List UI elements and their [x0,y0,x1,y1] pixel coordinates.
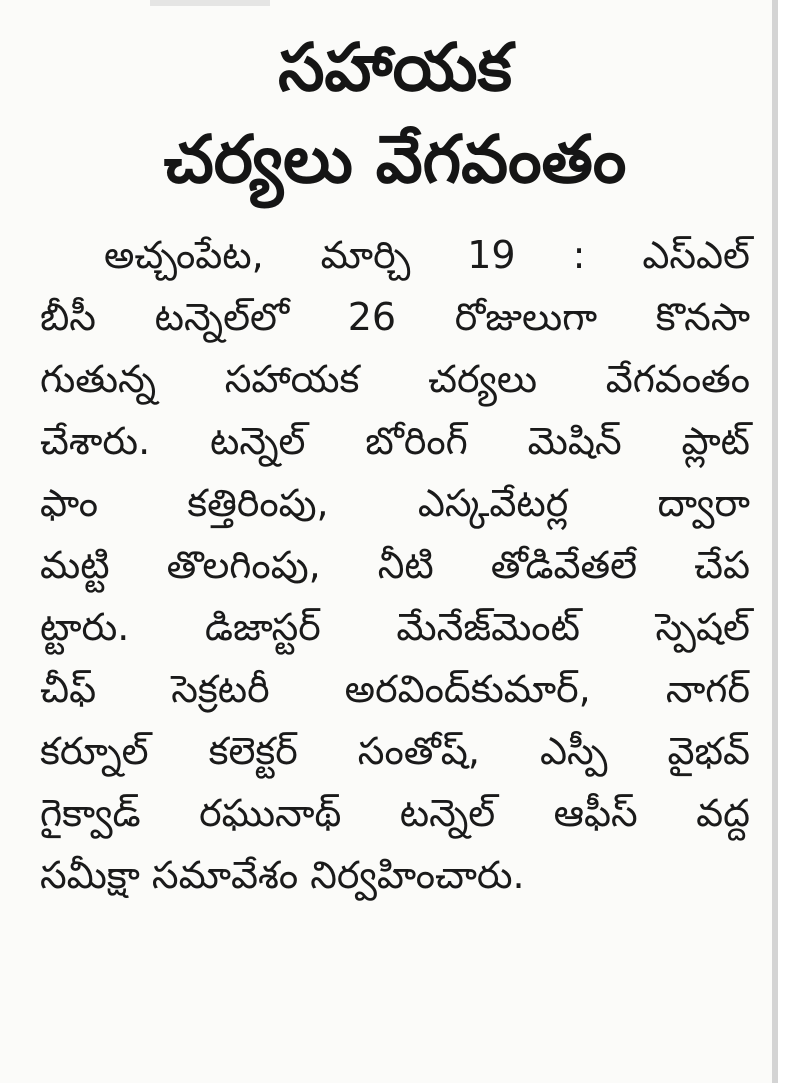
body-line: గుతున్న సహాయక చర్యలు వేగవంతం [40,357,750,401]
body-line: బీసీ టన్నెల్‌లో 26 రోజులుగా కొనసా [40,295,750,339]
headline-line-1: సహాయక [278,29,512,106]
body-line: చేశారు. టన్నెల్ బోరింగ్ మెషిన్ ప్లాట్ [40,419,750,463]
previous-article-fragment [150,0,270,6]
body-line: గైక్వాడ్ రఘునాథ్ టన్నెల్ ఆఫీస్ వద్ద [40,791,750,835]
body-line: చీఫ్ సెక్రటరీ అరవింద్‌కుమార్, నాగర్ [40,667,750,711]
page-margin [778,0,800,1083]
body-line: కర్నూల్ కలెక్టర్ సంతోష్, ఎస్పీ వైభవ్ [40,729,750,773]
body-line: అచ్చంపేట, మార్చి 19 : ఎస్‌ఎల్ [104,233,750,277]
body-line: ట్టారు. డిజాస్టర్ మేనేజ్‌మెంట్ స్పెషల్ [40,605,750,649]
body-line: సమీక్షా సమావేశం నిర్వహించారు. [40,853,525,897]
article-headline [30,22,760,206]
article-body [40,224,750,906]
body-line: ఫాం కత్తిరింపు, ఎస్కవేటర్ల ద్వారా [40,481,750,525]
headline-line-2: చర్యలు వేగవంతం [163,121,627,198]
body-line: మట్టి తొలగింపు, నీటి తోడివేతలే చేప [40,543,750,587]
